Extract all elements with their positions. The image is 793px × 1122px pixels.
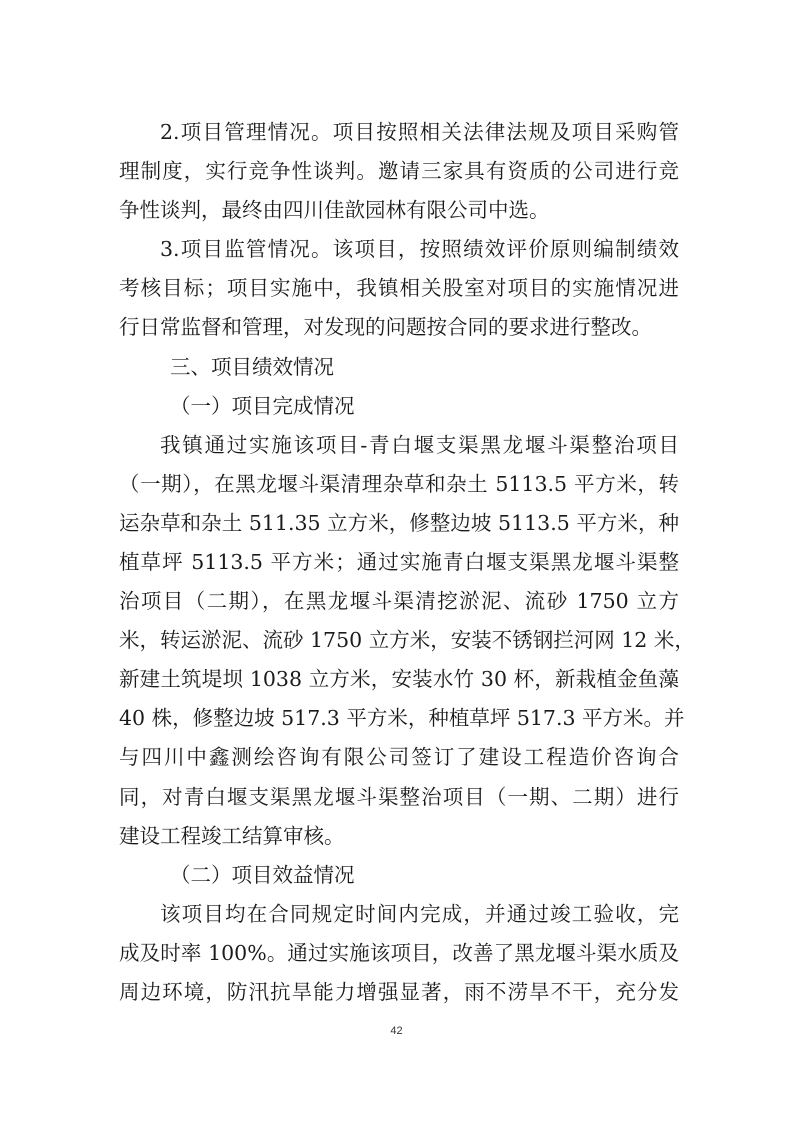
paragraph-line: 周边环境，防汛抗旱能力增强显著，雨不涝旱不干，充分发 bbox=[119, 980, 679, 1004]
subsection-heading: （二）项目效益情况 bbox=[170, 863, 355, 887]
section-heading: 三、项目绩效情况 bbox=[170, 355, 334, 379]
paragraph-line: 行日常监督和管理，对发现的问题按合同的要求进行整改。 bbox=[119, 315, 652, 339]
paragraph-line: 理制度，实行竞争性谈判。邀请三家具有资质的公司进行竞 bbox=[119, 159, 679, 183]
paragraph-line: （一期），在黑龙堰斗渠清理杂草和杂土 5113.5 平方米，转 bbox=[119, 472, 679, 496]
paragraph-line: 新建土筑堤坝 1038 立方米，安装水竹 30 杯，新栽植金鱼藻 bbox=[119, 667, 679, 691]
paragraph-line: 成及时率 100%。通过实施该项目，改善了黑龙堰斗渠水质及 bbox=[119, 941, 679, 965]
paragraph-line: 治项目（二期），在黑龙堰斗渠清挖淤泥、流砂 1750 立方 bbox=[119, 589, 679, 613]
paragraph-line: 40 株，修整边坡 517.3 平方米，种植草坪 517.3 平方米。并 bbox=[119, 706, 685, 730]
paragraph-line: 植草坪 5113.5 平方米；通过实施青白堰支渠黑龙堰斗渠整 bbox=[119, 550, 679, 574]
paragraph-line: 建设工程竣工结算审核。 bbox=[119, 824, 345, 848]
paragraph-line: 考核目标；项目实施中，我镇相关股室对项目的实施情况进 bbox=[119, 276, 679, 300]
subsection-heading: （一）项目完成情况 bbox=[170, 394, 355, 418]
page-number: 42 bbox=[390, 1025, 403, 1037]
paragraph-line: 运杂草和杂土 511.35 立方米，修整边坡 5113.5 平方米，种 bbox=[119, 511, 679, 535]
paragraph-line: 我镇通过实施该项目-青白堰支渠黑龙堰斗渠整治项目 bbox=[160, 433, 679, 457]
paragraph-line: 该项目均在合同规定时间内完成，并通过竣工验收，完 bbox=[160, 902, 679, 926]
paragraph-line: 米，转运淤泥、流砂 1750 立方米，安装不锈钢拦河网 12 米， bbox=[119, 628, 695, 652]
paragraph-line: 同，对青白堰支渠黑龙堰斗渠整治项目（一期、二期）进行 bbox=[119, 785, 679, 809]
paragraph-line: 3.项目监管情况。该项目，按照绩效评价原则编制绩效 bbox=[160, 237, 679, 261]
paragraph-line: 争性谈判，最终由四川佳歆园林有限公司中选。 bbox=[119, 198, 550, 222]
paragraph-line: 与四川中鑫测绘咨询有限公司签订了建设工程造价咨询合 bbox=[119, 745, 679, 769]
paragraph-line: 2.项目管理情况。项目按照相关法律法规及项目采购管 bbox=[160, 120, 679, 144]
